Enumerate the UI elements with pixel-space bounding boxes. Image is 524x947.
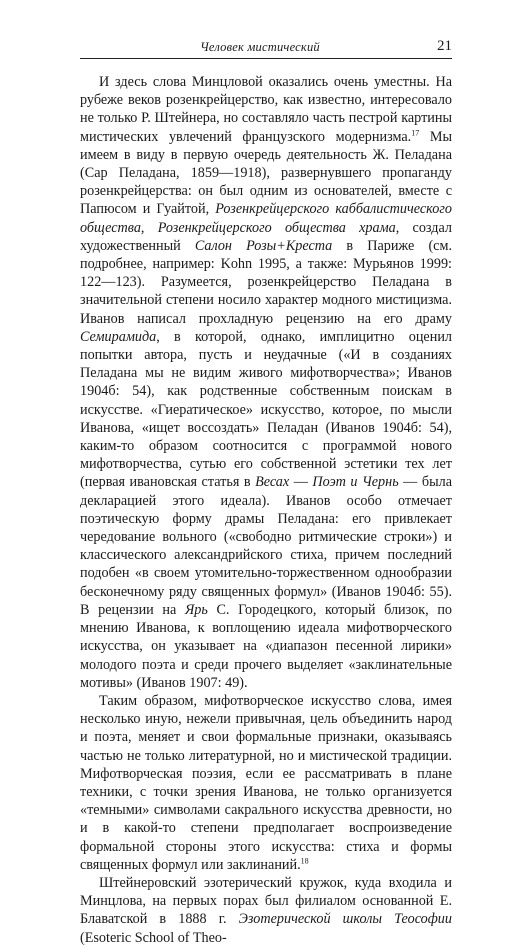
italic-title: Семирамида xyxy=(80,328,157,345)
italic-title: Эзотерической школы Теософии xyxy=(238,911,452,928)
footnote-ref: 17 xyxy=(411,127,420,137)
paragraph xyxy=(80,874,452,947)
text-run: в Париже (см. подробнее, например: Kohn 1995, а также: Мурьянов 1999: 122—123). Разумеется, розенкрейцерство Пеладана в значительной степени носило характер модного мистицизма. Иванов написал прохладную рецензию на его драму xyxy=(80,237,452,327)
text-run: , в которой, однако, имплицитно оценил попытки автора, пусть и неудачные («И в созданиях Пеладана мы не видим живого мифотворчества»; Иванов 1904б: 54), как родственные собственным поискам в искусстве. «Гиератическое» искусство, которое, по мысли Иванова, «ищет воссоздать» Пеладан (Иванов 1904б: 54), каким-то образом соотносится с программой нового мифотворчества, сутью его собственной эстетики тех лет (первая ивановская статья в xyxy=(80,328,452,491)
text-run: Штейнеровский эзотерический кружок, куда входила и Минцлова, на первых порах был филиалом основанной Е. Блаватской в 1888 г. xyxy=(80,874,452,928)
text-run: , создал художественный xyxy=(80,219,452,254)
italic-title: Весах xyxy=(255,474,290,491)
text-run: И здесь слова Минцловой оказались очень уместны. На рубеже веков розенкрейцерство, как известно, интересовало не только Р. Штейнера, но составляло часть пестрой картины мистических увлечений французского модернизма. xyxy=(80,74,452,145)
italic-title: Розенкрейцерского каббалистического общества xyxy=(80,201,453,236)
italic-title: Розенкрейцерского общества храма xyxy=(157,219,396,236)
page-number: 21 xyxy=(437,38,452,54)
text-run: С. Городецкого, который близок, по мнению Иванова, к воплощению идеала мифотворческого искусства, он указывает на «диапазон песенной лирики» молодого поэта и среди прочего выделяет «заклинательные мотивы» (Иванов 1907: 49). xyxy=(80,601,453,691)
body-text xyxy=(80,73,452,947)
text-run: , xyxy=(140,219,158,236)
italic-title: Поэт и Чернь xyxy=(312,474,399,491)
italic-title: Ярь xyxy=(184,601,208,618)
footnote-ref: 18 xyxy=(300,856,309,865)
text-run: Таким образом, мифотворческое искусство слова, имея несколько иную, нежели привычная, цель объединить народ и поэта, меняет и свои формальные признаки, оказываясь частью не только литературной, но и мистической традиции. Мифотворческая поэзия, если ее рассматривать в плане техники, с точки зрения Иванова, не только организуется «темными» символами сакрального искусства древности, но и в какой-то степени предполагает воспроизведение формальной стороны этого искусства: стиха и формы священных формул или заклинаний. xyxy=(80,692,452,873)
text-run: (Esoteric School of Theo- xyxy=(80,929,227,946)
paragraph xyxy=(80,692,452,874)
text-run: — была декларацией этого идеала). Иванов особо отмечает поэтическую форму драмы Пеладана: его привлекает чередование вольного («свободно ритмические строки») и классического александрийского стиха, причем последний подобен «в своем утомительно-торжественном однообразии бесконечному ряду священных формул» (Иванов 1904б: 55). В рецензии на xyxy=(80,474,452,618)
text-run: Мы имеем в виду в первую очередь деятельность Ж. Пеладана (Сар Пеладана, 1859—1918), развернувшего пропаганду розенкрейцерства: он был одним из основателей, вместе с Папюсом и Гуайтой, xyxy=(80,128,452,218)
italic-title: Салон Розы+Креста xyxy=(194,237,333,254)
running-header xyxy=(80,38,452,59)
text-run: — xyxy=(289,474,313,491)
paragraph xyxy=(80,73,452,692)
running-title: Человек мистический xyxy=(200,40,320,54)
